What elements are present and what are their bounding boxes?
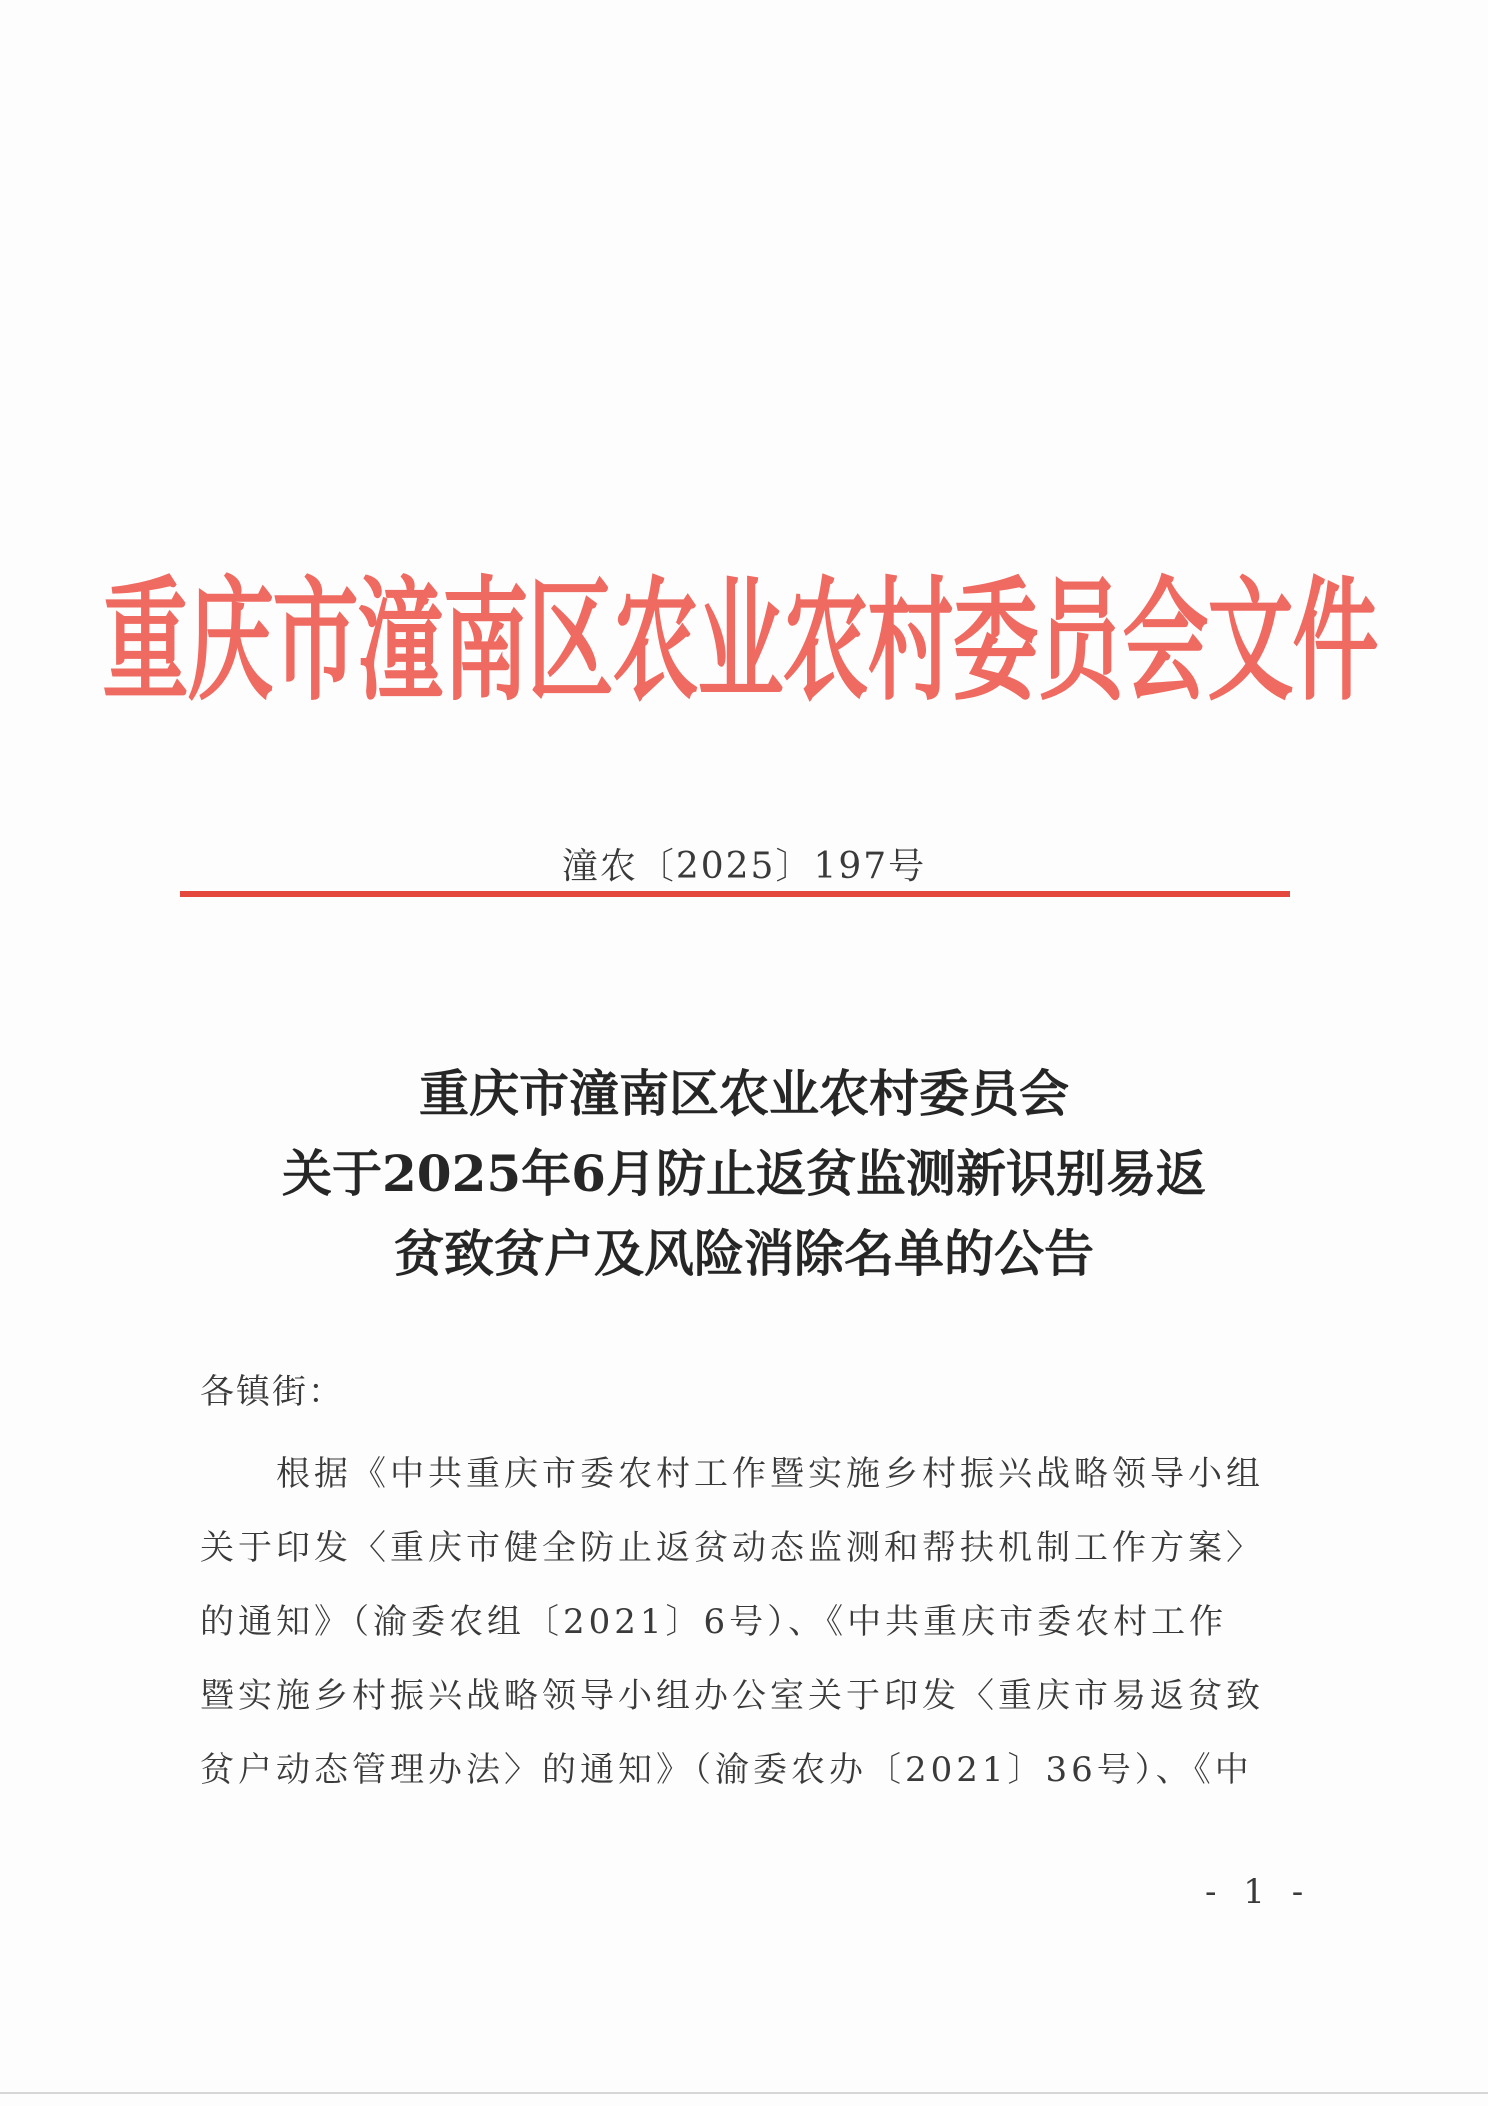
body-line: 暨实施乡村振兴战略领导小组办公室关于印发〈重庆市易返贫致 xyxy=(200,1676,1264,1716)
title-line: 关于2025年6月防止返贫监测新识别易返 xyxy=(282,1144,1206,1203)
salutation: 各镇街： xyxy=(200,1372,344,1412)
document-number: 潼农〔2025〕197号 xyxy=(561,846,927,887)
red-divider-line xyxy=(180,891,1290,897)
body-line: 的通知》（渝委农组〔2021〕6号）、《中共重庆市委农村工作 xyxy=(200,1602,1228,1642)
page-number: - 1 - xyxy=(1205,1872,1312,1912)
masthead xyxy=(102,540,1378,720)
body-line: 关于印发〈重庆市健全防止返贫动态监测和帮扶机制工作方案〉 xyxy=(200,1528,1264,1568)
title-line: 贫致贫户及风险消除名单的公告 xyxy=(394,1224,1094,1283)
title-line: 重庆市潼南区农业农村委员会 xyxy=(419,1064,1069,1123)
body-paragraph xyxy=(200,1437,1300,1807)
body-line: 贫户动态管理办法〉的通知》（渝委农办〔2021〕36号）、《中 xyxy=(200,1750,1253,1790)
page-bottom-edge xyxy=(0,2092,1488,2094)
masthead-title: 重庆市潼南区农业农村委员会文件 xyxy=(102,564,1378,720)
document-title xyxy=(0,1054,1488,1294)
body-line: 根据《中共重庆市委农村工作暨实施乡村振兴战略领导小组 xyxy=(276,1454,1264,1494)
